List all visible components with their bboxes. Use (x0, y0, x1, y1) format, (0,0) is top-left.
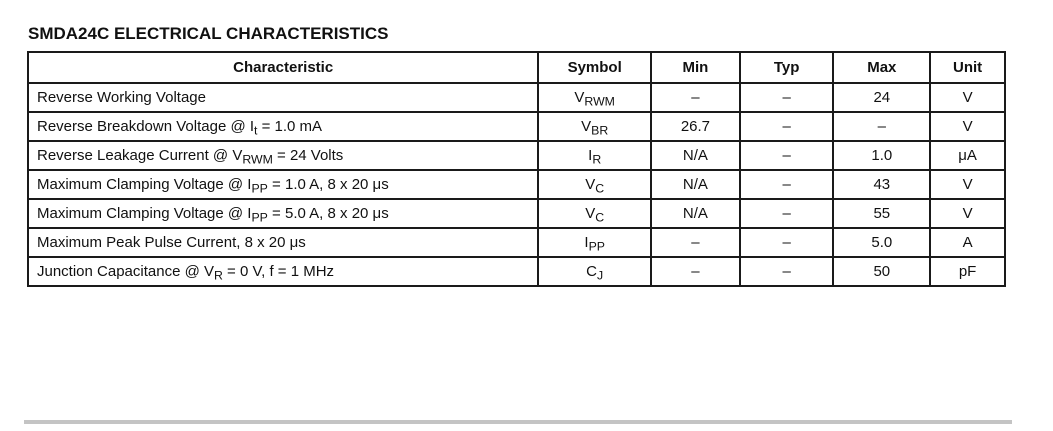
table-row (28, 228, 1005, 257)
unit-cell: μA (930, 141, 1005, 170)
characteristic-cell-text: Maximum Peak Pulse Current, 8 x 20 μs (37, 234, 306, 251)
table-row (28, 83, 1005, 112)
symbol-cell-subscript: PP (588, 239, 605, 254)
symbol-cell-subscript: C (595, 210, 605, 225)
symbol-cell-text: I (588, 147, 593, 164)
header-characteristic: Characteristic (28, 52, 538, 83)
characteristic-cell (28, 112, 538, 141)
header-unit: Unit (930, 52, 1005, 83)
max-cell: 43 (833, 170, 930, 199)
min-cell: 26.7 (651, 112, 740, 141)
table-row (28, 141, 1005, 170)
characteristic-cell-subscript: t (254, 123, 258, 138)
header-max: Max (833, 52, 930, 83)
typ-cell: – (740, 83, 834, 112)
characteristic-cell-text: = 5.0 A, 8 x 20 μs (267, 205, 389, 222)
max-cell: – (833, 112, 930, 141)
symbol-cell (538, 228, 651, 257)
characteristic-cell-text: Reverse Working Voltage (37, 89, 206, 106)
characteristic-cell-text: Reverse Leakage Current @ V (37, 147, 243, 164)
characteristic-cell (28, 141, 538, 170)
min-cell: – (651, 257, 740, 286)
symbol-cell-subscript: RWM (584, 94, 615, 109)
symbol-cell-text: V (574, 89, 585, 106)
max-cell: 5.0 (833, 228, 930, 257)
characteristic-cell-text: = 1.0 mA (257, 118, 323, 135)
header-typ: Typ (740, 52, 834, 83)
unit-cell: V (930, 199, 1005, 228)
unit-cell: pF (930, 257, 1005, 286)
table-header-row (28, 52, 1005, 83)
table-row (28, 199, 1005, 228)
characteristic-cell-text: = 24 Volts (272, 147, 344, 164)
characteristic-cell (28, 257, 538, 286)
header-min: Min (651, 52, 740, 83)
symbol-cell (538, 199, 651, 228)
typ-cell: – (740, 228, 834, 257)
typ-cell: – (740, 112, 834, 141)
max-cell: 24 (833, 83, 930, 112)
symbol-cell-text: I (584, 234, 589, 251)
max-cell: 50 (833, 257, 930, 286)
characteristic-cell-subscript: R (214, 268, 223, 283)
characteristic-cell-subscript: PP (251, 210, 268, 225)
max-cell: 55 (833, 199, 930, 228)
characteristic-cell-text: Junction Capacitance @ V (37, 263, 214, 280)
max-cell: 1.0 (833, 141, 930, 170)
symbol-cell (538, 257, 651, 286)
symbol-cell-text: V (585, 176, 596, 193)
characteristic-cell (28, 199, 538, 228)
symbol-cell (538, 83, 651, 112)
symbol-cell-text: V (581, 118, 592, 135)
characteristic-cell (28, 170, 538, 199)
symbol-cell-subscript: J (597, 268, 604, 283)
min-cell: – (651, 83, 740, 112)
unit-cell: V (930, 170, 1005, 199)
typ-cell: – (740, 257, 834, 286)
characteristic-cell-text: Reverse Breakdown Voltage @ I (37, 118, 255, 135)
characteristic-cell-text: = 0 V, f = 1 MHz (222, 263, 335, 280)
page-title: SMDA24C ELECTRICAL CHARACTERISTICS (28, 24, 389, 43)
characteristic-cell (28, 83, 538, 112)
characteristic-cell-subscript: RWM (242, 152, 273, 167)
unit-cell: A (930, 228, 1005, 257)
symbol-cell (538, 112, 651, 141)
typ-cell: – (740, 199, 834, 228)
footer-divider (24, 420, 1012, 424)
symbol-cell-text: C (586, 263, 598, 280)
table-row (28, 170, 1005, 199)
min-cell: N/A (651, 199, 740, 228)
symbol-cell (538, 141, 651, 170)
min-cell: – (651, 228, 740, 257)
characteristic-cell (28, 228, 538, 257)
min-cell: N/A (651, 170, 740, 199)
unit-cell: V (930, 83, 1005, 112)
unit-cell: V (930, 112, 1005, 141)
characteristic-cell-text: = 1.0 A, 8 x 20 μs (267, 176, 389, 193)
symbol-cell-subscript: C (595, 181, 605, 196)
characteristic-cell-text: Maximum Clamping Voltage @ I (37, 176, 252, 193)
typ-cell: – (740, 170, 834, 199)
symbol-cell (538, 170, 651, 199)
table-body (28, 83, 1005, 286)
electrical-characteristics-table (27, 51, 1006, 287)
symbol-cell-subscript: BR (591, 123, 609, 138)
symbol-cell-text: V (585, 205, 596, 222)
min-cell: N/A (651, 141, 740, 170)
table-row (28, 257, 1005, 286)
typ-cell: – (740, 141, 834, 170)
table-row (28, 112, 1005, 141)
symbol-cell-subscript: R (592, 152, 602, 167)
header-symbol: Symbol (538, 52, 651, 83)
characteristic-cell-subscript: PP (251, 181, 268, 196)
characteristic-cell-text: Maximum Clamping Voltage @ I (37, 205, 252, 222)
